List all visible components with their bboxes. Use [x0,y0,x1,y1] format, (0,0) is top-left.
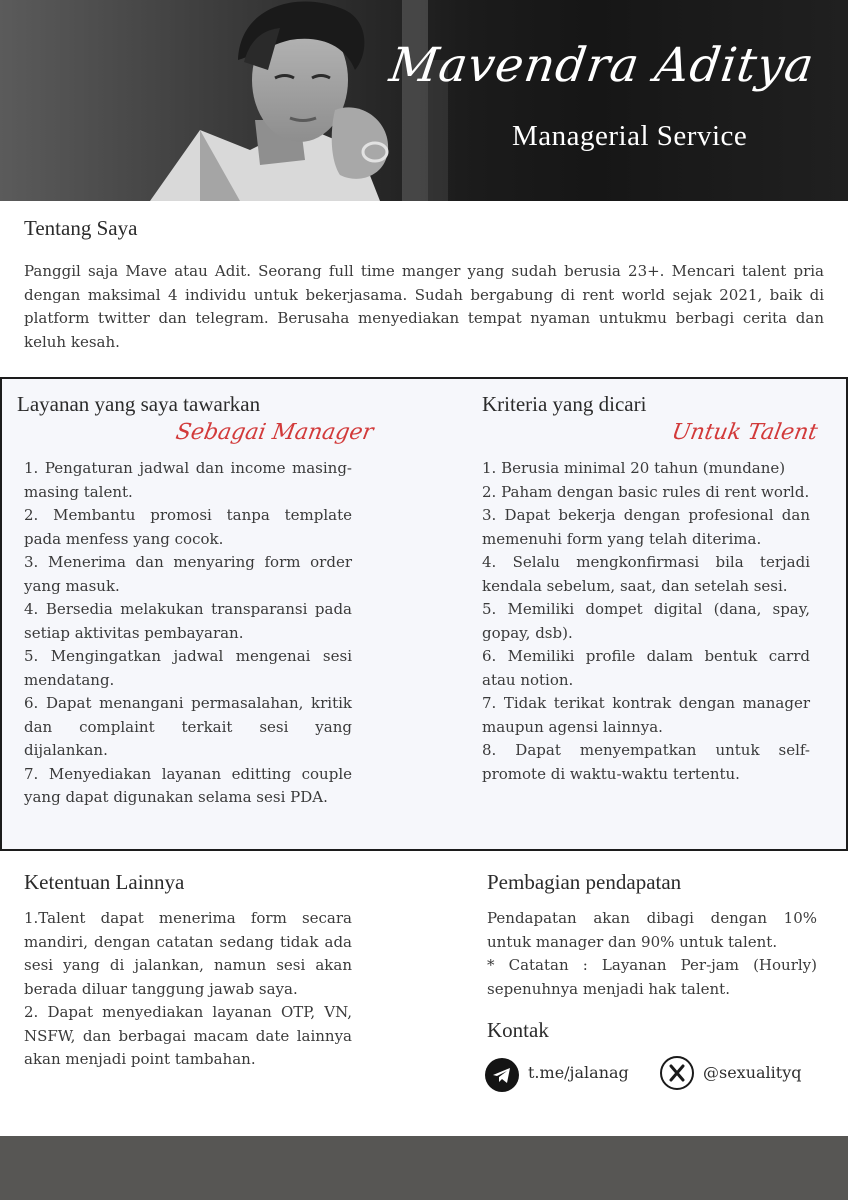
criteria-list [482,457,810,786]
list-item: 6. Dapat menangani permasalahan, kritik dan complaint terkait sesi yang dijalankan. [24,694,352,759]
contact-title: Kontak [487,1018,549,1042]
list-item: 4. Bersedia melakukan transparansi pada setiap aktivitas pembayaran. [24,600,352,642]
list-item: 2. Paham dengan basic rules di rent world. [482,482,810,501]
revenue-text: Pendapatan akan dibagi dengan 10% untuk manager dan 90% untuk talent. [487,909,817,951]
list-item: 3. Menerima dan menyaring form order yang masuk. [24,553,352,595]
list-item: 3. Dapat bekerja dengan profesional dan memenuhi form yang telah diterima. [482,506,810,548]
telegram-link[interactable]: t.me/jalanag [528,1063,629,1082]
revenue-title: Pembagian pendapatan [487,870,682,894]
services-subtitle: Sebagai Manager [173,420,376,445]
services-title: Layanan yang saya tawarkan [17,392,261,416]
other-terms-list [24,907,352,1072]
list-item: 5. Memiliki dompet digital (dana, spay, gopay, dsb). [482,600,810,642]
list-item: 6. Memiliki profile dalam bentuk carrd atau notion. [482,647,810,689]
list-item: 5. Mengingatkan jadwal mengenai sesi mendatang. [24,647,352,689]
services-list [24,457,352,810]
header-banner [0,0,848,201]
x-handle[interactable]: @sexualityq [703,1063,802,1082]
list-item: 8. Dapat menyempatkan untuk self-promote di waktu-waktu tertentu. [482,741,810,783]
criteria-title: Kriteria yang dicari [482,392,647,416]
footer-bar [0,1136,848,1200]
header-name: Mavendra Aditya [386,38,818,93]
header-service-title: Managerial Service [512,120,748,152]
revenue-note: * Catatan : Layanan Per-jam (Hourly) sepenuhnya menjadi hak talent. [487,956,817,998]
other-terms-title: Ketentuan Lainnya [24,870,185,894]
list-item: 1. Pengaturan jadwal dan income masing-masing talent. [24,459,352,501]
list-item: 2. Membantu promosi tanpa template pada menfess yang cocok. [24,506,352,548]
list-item: 4. Selalu mengkonfirmasi bila terjadi kendala sebelum, saat, dan setelah sesi. [482,553,810,595]
revenue-section [487,907,817,1001]
x-twitter-icon[interactable] [660,1056,694,1090]
list-item: 1. Berusia minimal 20 tahun (mundane) [482,459,786,477]
list-item: 7. Tidak terikat kontrak dengan manager maupun agensi lainnya. [482,694,810,736]
about-title: Tentang Saya [24,216,138,240]
list-item: 2. Dapat menyediakan layanan OTP, VN, NSFW, dan berbagai macam date lainnya akan menjadi point tambahan. [24,1003,352,1068]
list-item: 7. Menyediakan layanan editting couple yang dapat digunakan selama sesi PDA. [24,764,352,806]
about-text: Panggil saja Mave atau Adit. Seorang full time manger yang sudah berusia 23+. Mencari talent pria dengan maksimal 4 individu untuk bekerjasama. Sudah bergabung di rent world sejak 2021, baik di platform twitter dan telegram. Berusaha menyediakan tempat nyaman untukmu berbagi cerita dan keluh kesah. [24,262,824,351]
list-item: 1.Talent dapat menerima form secara mandiri, dengan catatan sedang tidak ada sesi yang di jalankan, namun sesi akan berada diluar tanggung jawab saya. [24,909,352,998]
telegram-icon[interactable] [485,1058,519,1092]
criteria-subtitle: Untuk Talent [669,420,820,445]
profile-photo [0,0,460,201]
